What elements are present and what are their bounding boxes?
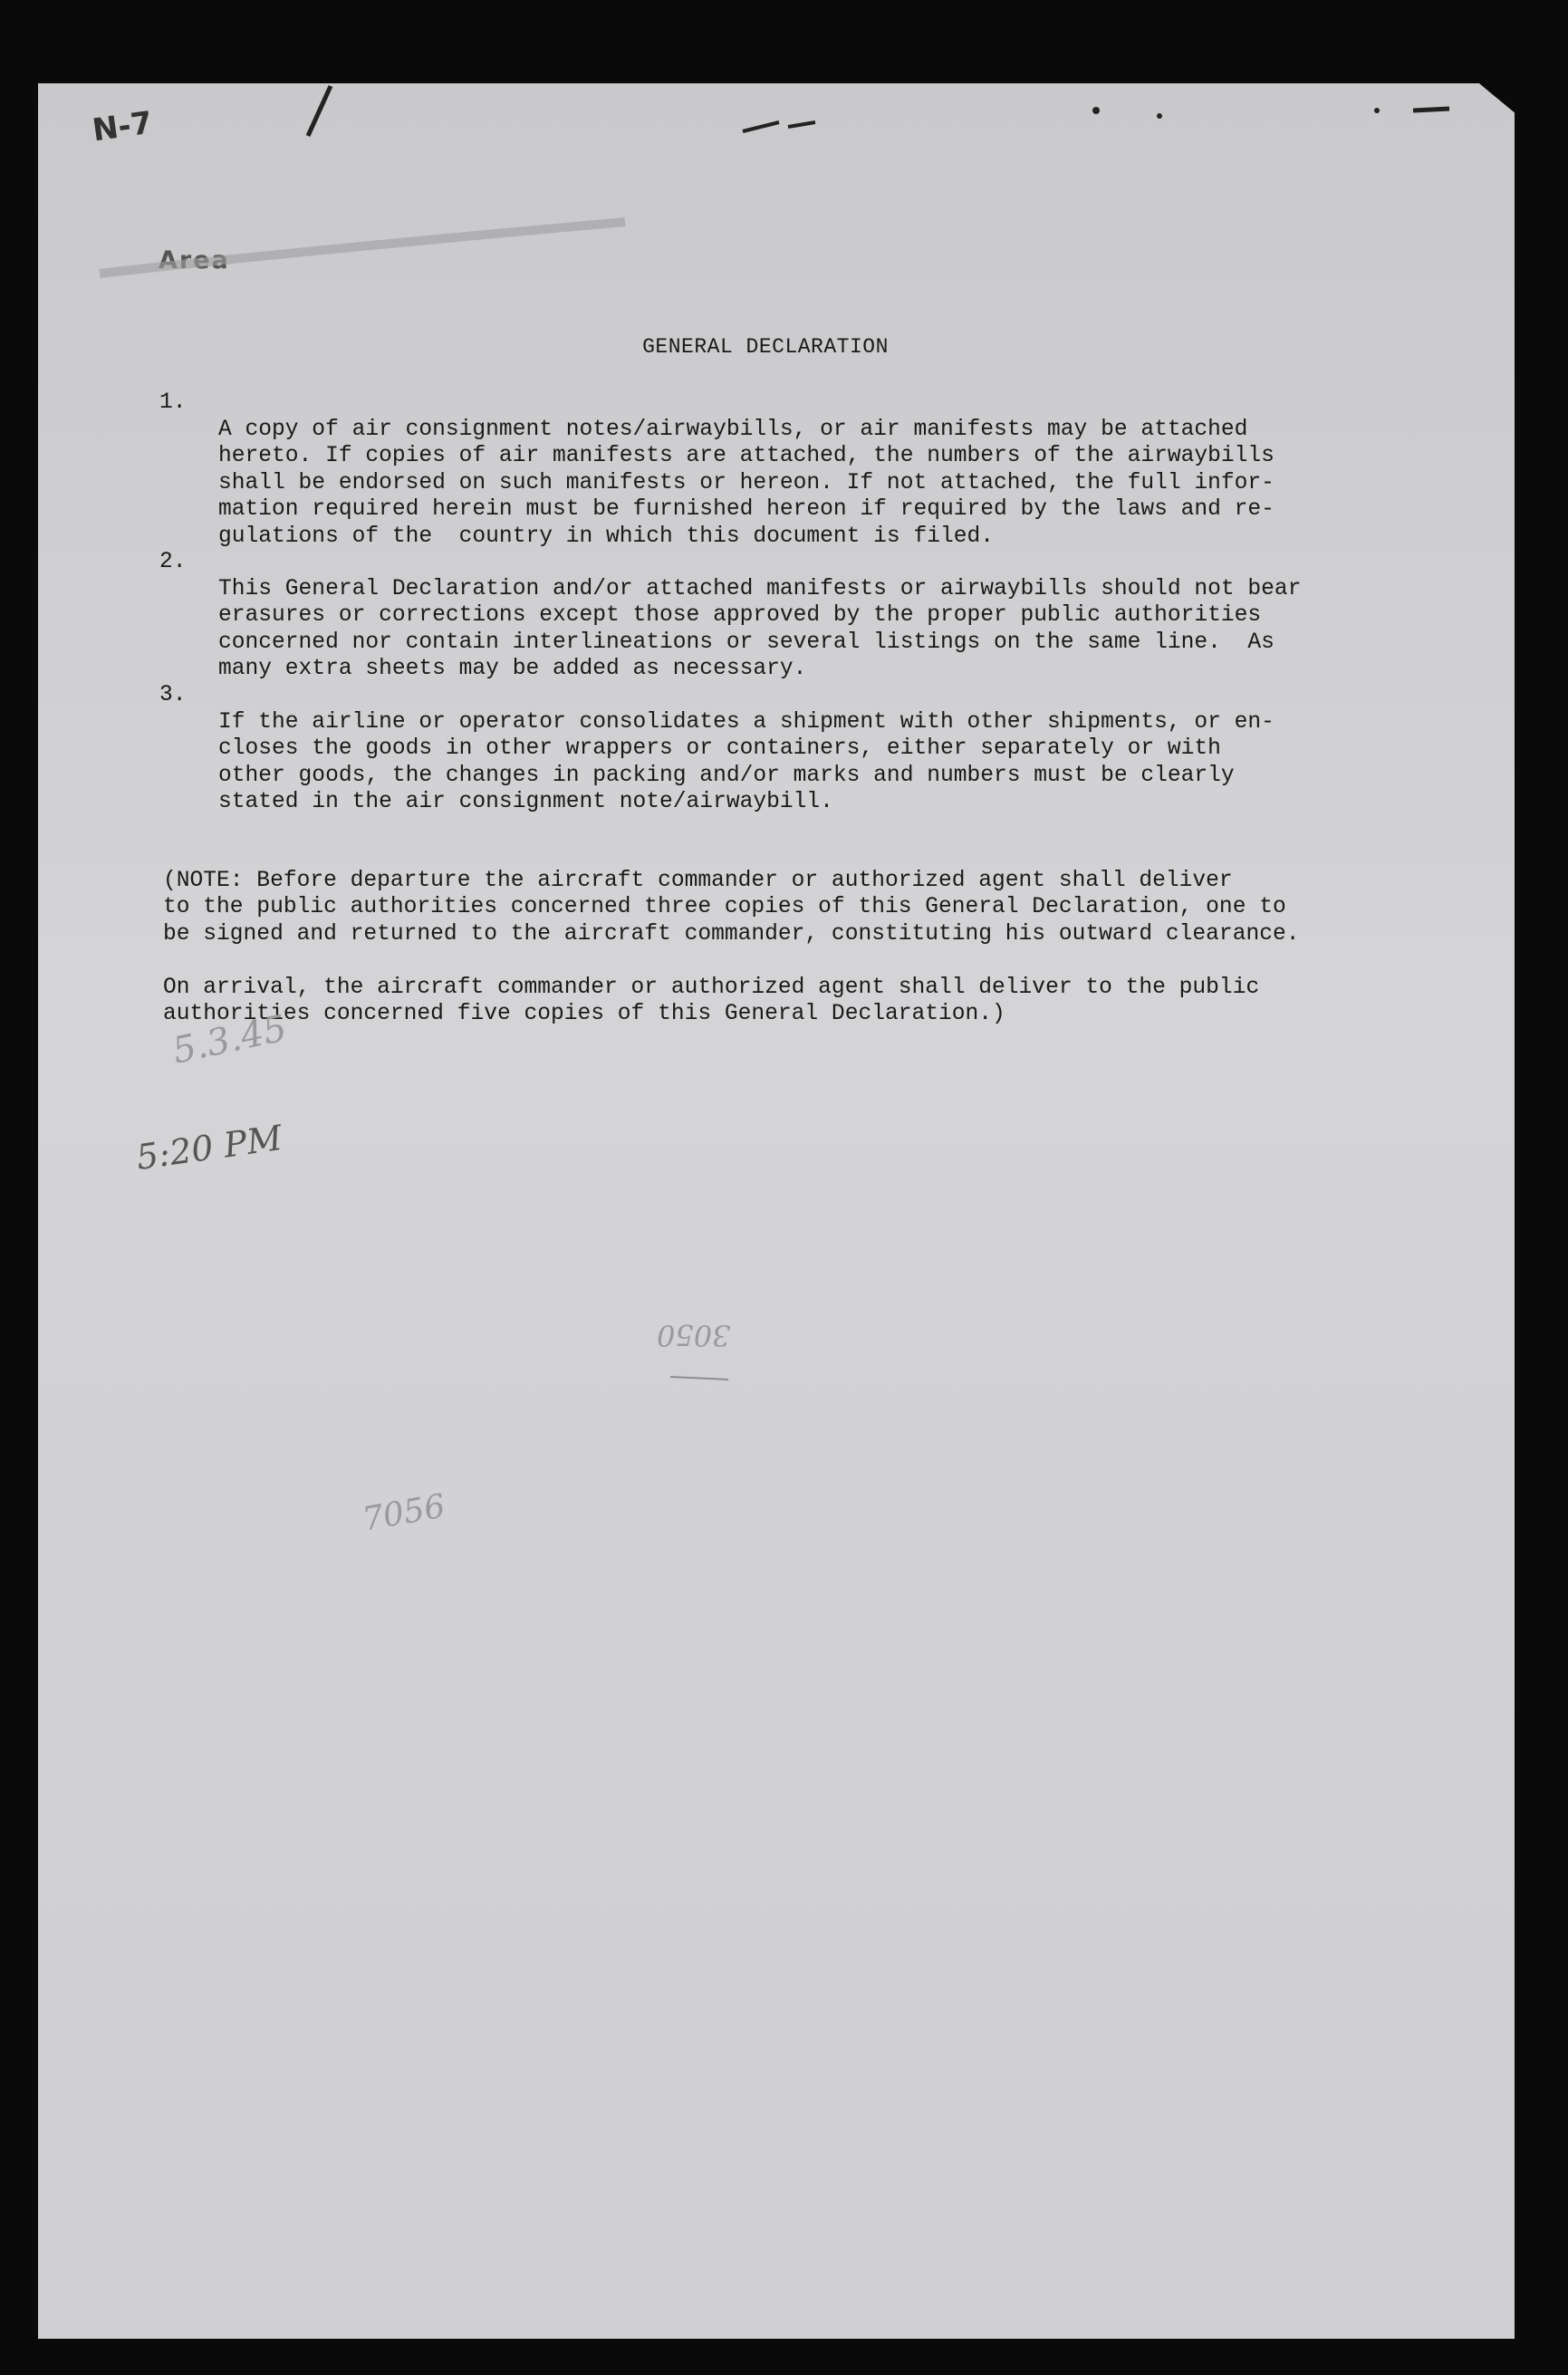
note-line: (NOTE: Before departure the aircraft commander or authorized agent shall deliver: [163, 868, 1233, 893]
item-line: gulations of the country in which this document is filed.: [218, 524, 995, 549]
item-number: 2.: [159, 550, 187, 574]
item-number: 1.: [159, 390, 187, 415]
item-line: If the airline or operator consolidates a shipment with other shipments, or en-: [218, 709, 1275, 735]
item-line: This General Declaration and/or attached manifests or airwaybills should not bear: [218, 576, 1302, 601]
item-line: other goods, the changes in packing and/or marks and numbers must be clearly: [218, 763, 1235, 788]
arrival-line: authorities concerned five copies of this General Declaration.): [163, 1002, 1005, 1026]
note-line: be signed and returned to the aircraft commander, constituting his outward clearance.: [163, 921, 1300, 947]
item-text: [218, 682, 1275, 816]
arrival-text: [163, 947, 1259, 1028]
area-stamp: Area: [159, 246, 230, 274]
note-text: [163, 841, 1300, 947]
corner-mark: N-7: [90, 104, 155, 149]
item-line: many extra sheets may be added as necessary.: [218, 657, 807, 681]
item-line: mation required herein must be furnished hereon if required by the laws and re-: [218, 497, 1275, 522]
handwritten-margin-number: 5.3.45: [168, 1007, 291, 1072]
item-line: concerned nor contain interlineations or several listings on the same line. As: [218, 630, 1275, 655]
note-line: to the public authorities concerned three copies of this General Declaration, one to: [163, 895, 1286, 919]
arrival-line: On arrival, the aircraft commander or authorized agent shall deliver to the public: [163, 975, 1260, 1000]
item-text: [218, 389, 1275, 550]
handwritten-center-number: 3050: [657, 1318, 731, 1352]
scan-smudge-icon: [725, 91, 1540, 145]
pencil-underline-icon: [669, 1372, 732, 1383]
item-line: closes the goods in other wrappers or containers, either separately or with: [218, 736, 1221, 761]
item-line: stated in the air consignment note/airwaybill.: [218, 790, 833, 814]
item-line: shall be endorsed on such manifests or hereon. If not attached, the full infor-: [218, 470, 1275, 495]
pencil-stroke-icon: [290, 82, 344, 145]
item-text: [218, 549, 1301, 683]
stamp-smear-icon: [91, 217, 634, 290]
item-line: A copy of air consignment notes/airwaybills, or air manifests may be attached: [218, 417, 1248, 442]
item-line: hereto. If copies of air manifests are attached, the numbers of the airwaybills: [218, 444, 1275, 468]
item-line: erasures or corrections except those approved by the proper public authorities: [218, 603, 1262, 628]
item-number: 3.: [159, 683, 187, 707]
page-title: GENERAL DECLARATION: [642, 335, 889, 359]
handwritten-lower-number: 7056: [360, 1487, 448, 1539]
handwritten-margin-time: 5:20 PM: [133, 1117, 285, 1178]
